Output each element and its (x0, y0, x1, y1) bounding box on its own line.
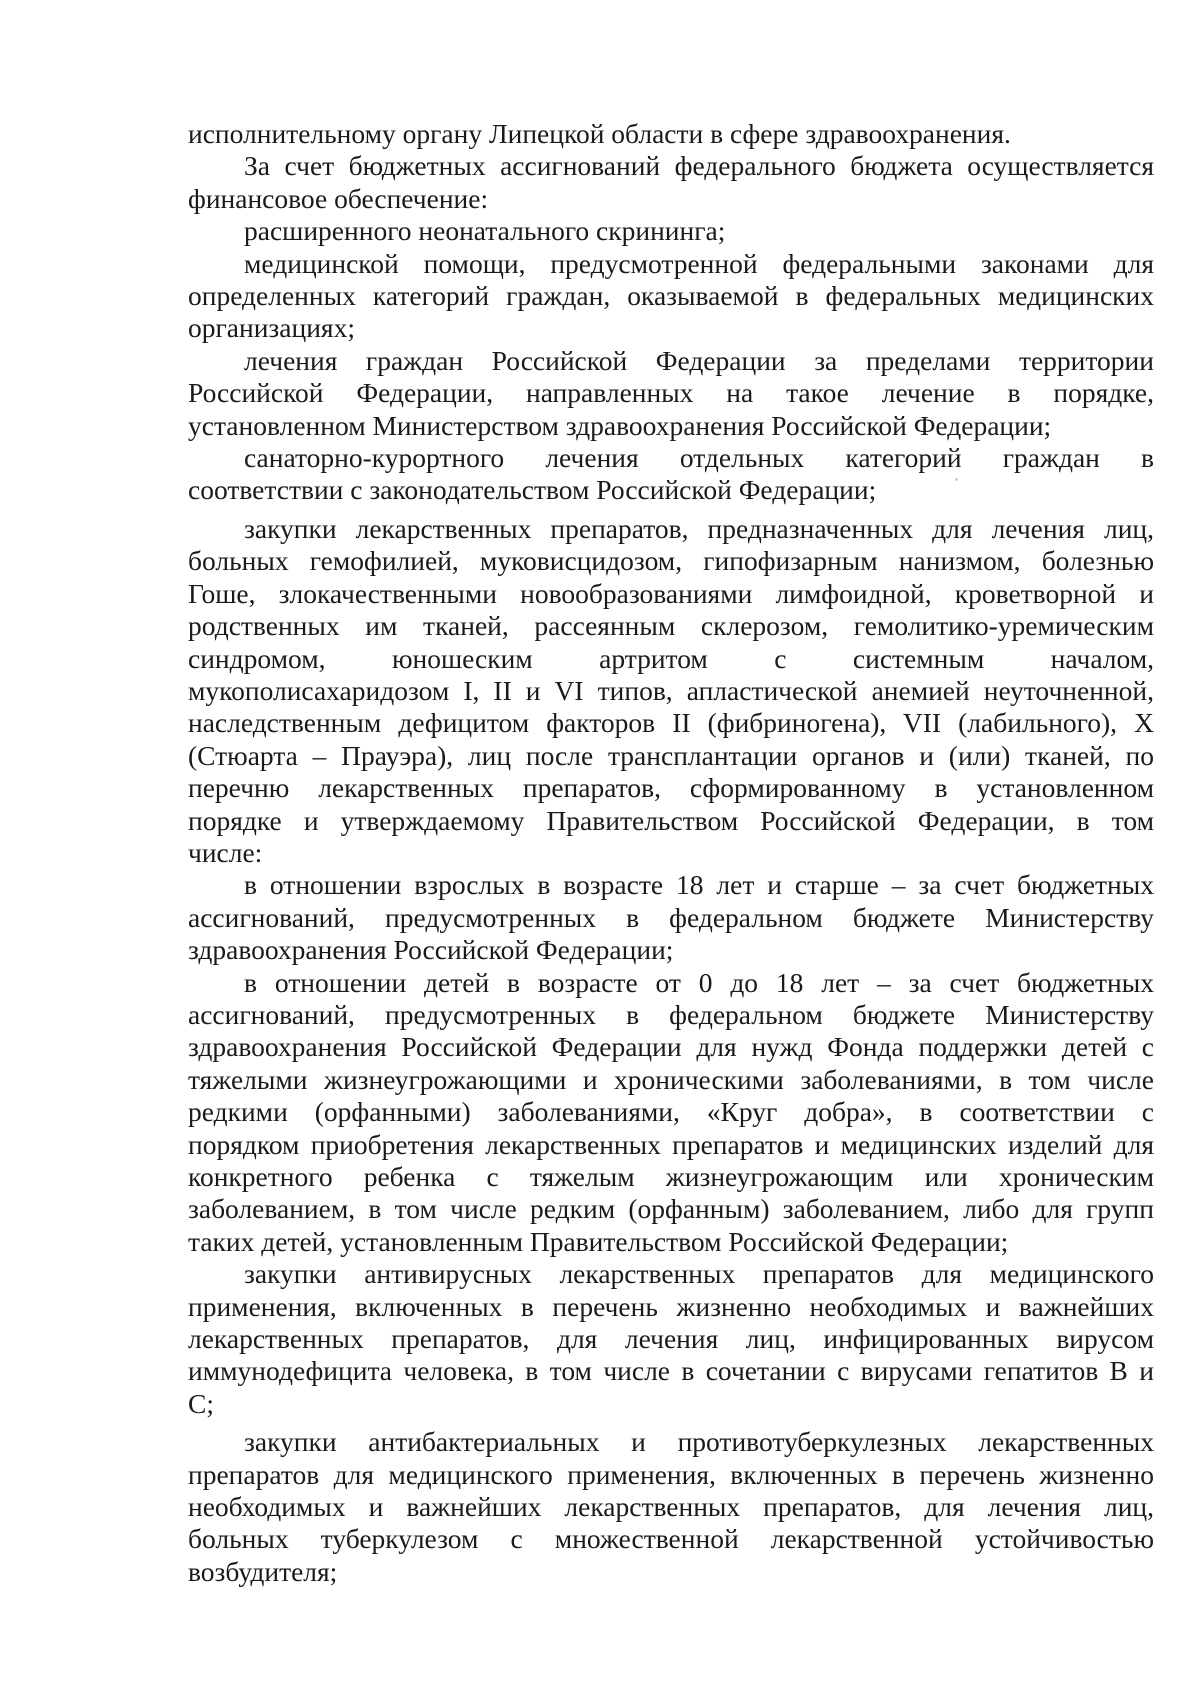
text-line: определенных категорий граждан, оказываемой в федеральных медицинских (188, 280, 1154, 312)
scan-artifact (955, 478, 958, 481)
list-item-first-line: лечения граждан Российской Федерации за пределами территории (244, 344, 1154, 376)
text-line: конкретного ребенка с тяжелым жизнеугрожающим или хроническим (188, 1161, 1154, 1192)
text-line: Гоше, злокачественными новообразованиями лимфоидной, кроветворной и (188, 577, 1154, 609)
text-line: порядке и утверждаемому Правительством Российской Федерации, в том (188, 804, 1154, 836)
document-page (188, 118, 1154, 1588)
text-line: Российской Федерации, направленных на такое лечение в порядке, (188, 377, 1154, 409)
text-line: ассигнований, предусмотренных в федеральном бюджете Министерству (188, 998, 1154, 1030)
list-item-first-line: расширенного неонатального скрининга; (244, 215, 726, 247)
list-item-first-line: закупки антивирусных лекарственных препаратов для медицинского (244, 1258, 1154, 1290)
text-line: заболеванием, в том числе редким (орфанным) заболеванием, либо для групп (188, 1193, 1154, 1225)
text-line: ассигнований, предусмотренных в федеральном бюджете Министерству (188, 901, 1154, 933)
text-line: необходимых и важнейших лекарственных препаратов, для лечения лиц, (188, 1491, 1154, 1523)
list-item-first-line: медицинской помощи, предусмотренной федеральными законами для (244, 247, 1154, 279)
text-line: таких детей, установленным Правительством Российской Федерации; (188, 1225, 1009, 1257)
list-item-first-line: закупки антибактериальных и противотуберкулезных лекарственных (244, 1426, 1154, 1458)
text-line: финансовое обеспечение: (188, 182, 489, 214)
text-line: соответствии с законодательством Российской Федерации; (188, 474, 877, 506)
text-line: наследственным дефицитом факторов II (фибриногена), VII (лабильного), X (188, 707, 1154, 739)
text-line: числе: (188, 836, 263, 868)
list-item-first-line: закупки лекарственных препаратов, предназначенных для лечения лиц, (244, 512, 1154, 544)
text-line: больных гемофилией, муковисцидозом, гипофизарным нанизмом, болезнью (188, 545, 1154, 577)
text-line: лекарственных препаратов, для лечения лиц, инфицированных вирусом (188, 1323, 1154, 1355)
text-line: (Стюарта – Прауэра), лиц после трансплантации органов и (или) тканей, по (188, 739, 1154, 771)
list-item-first-line: санаторно-курортного лечения отдельных категорий граждан в (244, 442, 1154, 474)
text-line: синдромом, юношеским артритом с системным началом, (188, 642, 1154, 674)
text-line: возбудителя; (188, 1555, 338, 1587)
text-line: C; (188, 1387, 214, 1419)
text-line: перечню лекарственных препаратов, сформированному в установленном (188, 772, 1154, 804)
text-line: больных туберкулезом с множественной лекарственной устойчивостью (188, 1523, 1154, 1555)
text-line: мукополисахаридозом I, II и VI типов, апластической анемией неуточненной, (188, 674, 1154, 706)
text-line: организациях; (188, 312, 355, 344)
text-line: препаратов для медицинского применения, включенных в перечень жизненно (188, 1458, 1154, 1490)
list-item-first-line: в отношении взрослых в возрасте 18 лет и старше – за счет бюджетных (244, 869, 1154, 901)
text-line: исполнительному органу Липецкой области в сфере здравоохранения. (188, 118, 1011, 149)
list-item-first-line: в отношении детей в возрасте от 0 до 18 лет – за счет бюджетных (244, 966, 1154, 998)
text-line: здравоохранения Российской Федерации; (188, 934, 674, 966)
text-line: здравоохранения Российской Федерации для нужд Фонда поддержки детей с (188, 1031, 1154, 1063)
text-line: установленном Министерством здравоохранения Российской Федерации; (188, 409, 1052, 441)
text-line: тяжелыми жизнеугрожающими и хроническими заболеваниями, в том числе (188, 1063, 1154, 1095)
text-line: порядком приобретения лекарственных препаратов и медицинских изделий для (188, 1128, 1154, 1160)
paragraph-first-line: За счет бюджетных ассигнований федерального бюджета осуществляется (244, 150, 1154, 182)
text-line: редкими (орфанными) заболеваниями, «Круг добра», в соответствии с (188, 1096, 1154, 1128)
text-line: родственных им тканей, рассеянным склерозом, гемолитико-уремическим (188, 610, 1154, 642)
text-line: применения, включенных в перечень жизненно необходимых и важнейших (188, 1290, 1154, 1322)
text-line: иммунодефицита человека, в том числе в сочетании с вирусами гепатитов B и (188, 1355, 1154, 1387)
